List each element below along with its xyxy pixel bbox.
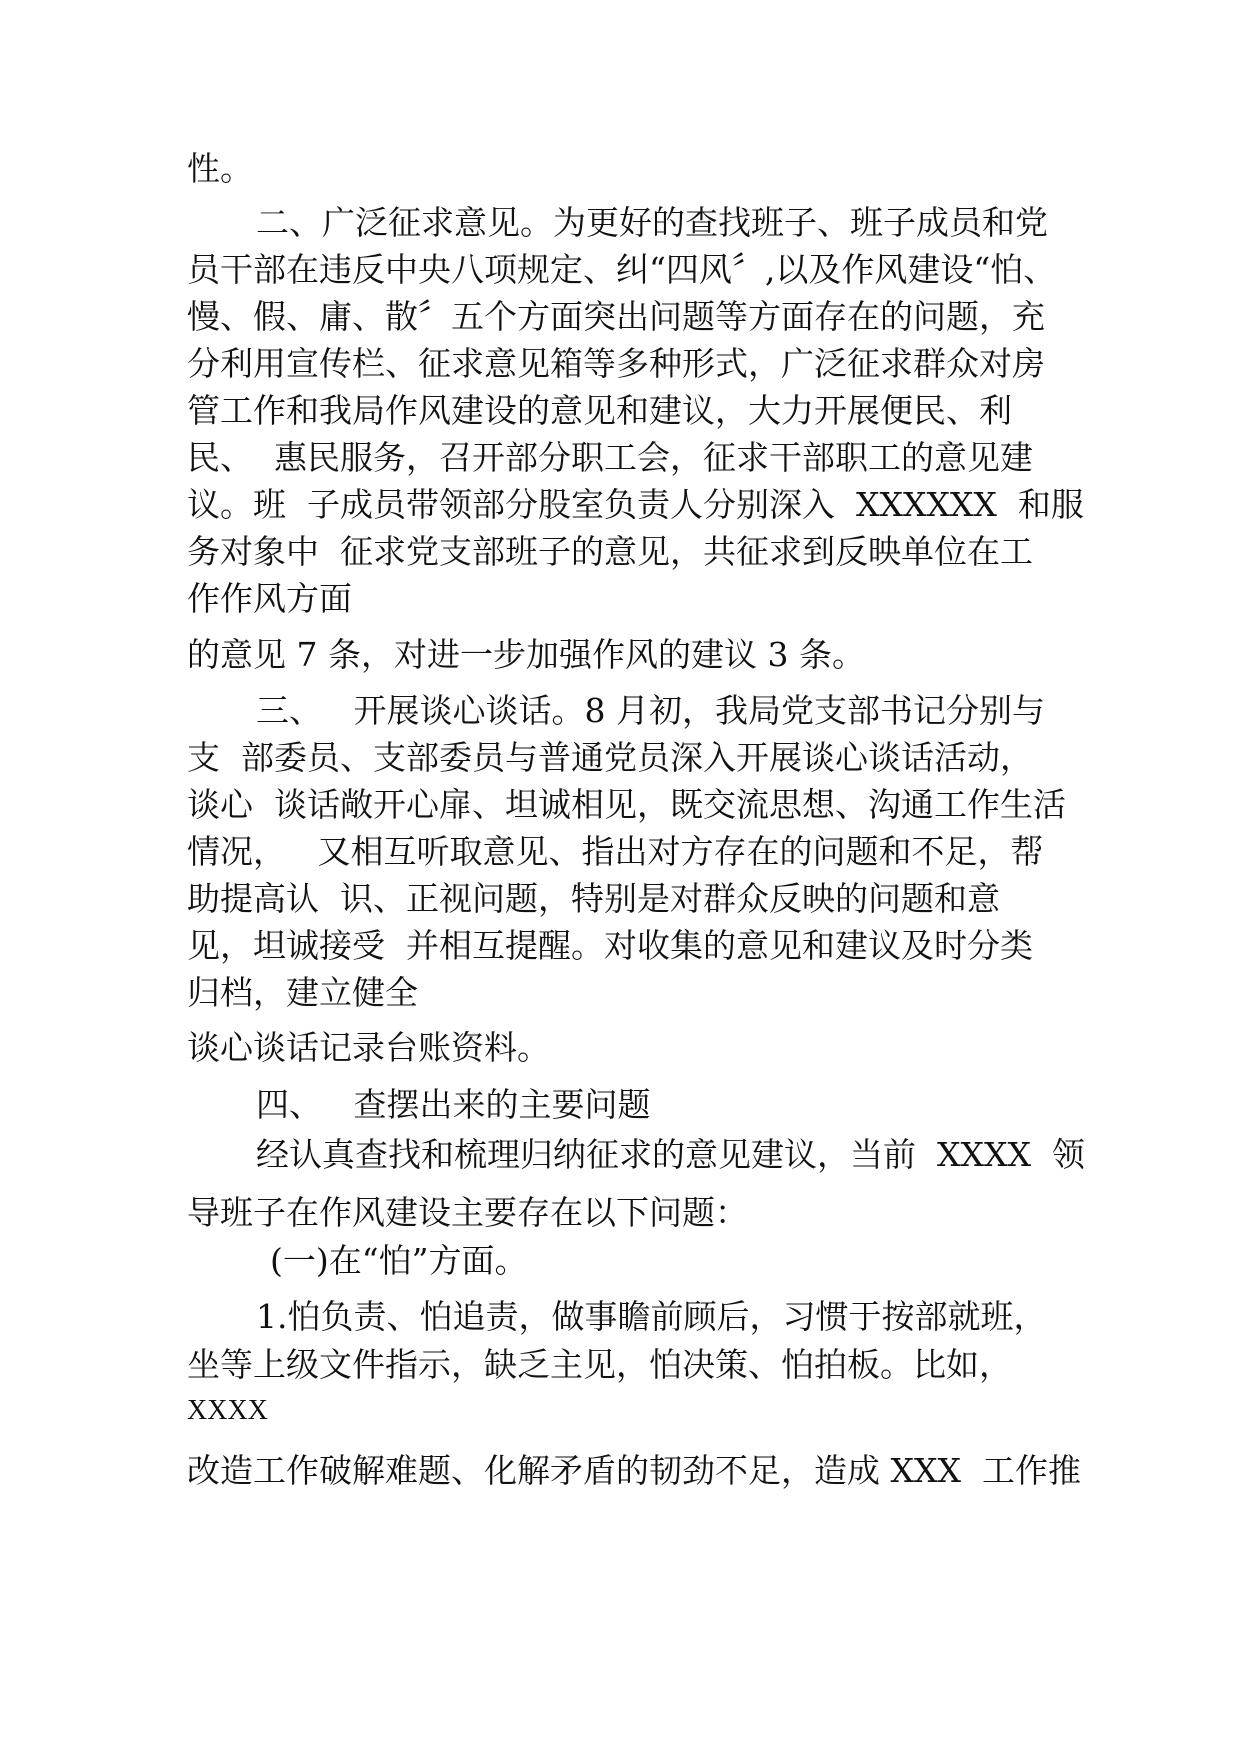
text-line: 支 部委员、支部委员与普通党员深入开展谈心谈话活动， <box>187 738 1033 777</box>
text-line: 坐等上级文件指示，缺乏主见，怕决策、怕拍板。比如， <box>187 1345 1012 1384</box>
placeholder-text-line: XXXX <box>187 1395 268 1426</box>
text-line: 慢、假、庸、散〞五个方面突出问题等方面存在的问题，充 <box>187 297 1045 336</box>
text-line: 见，坦诚接受 并相互提醒。对收集的意见和建议及时分类 <box>187 926 1033 965</box>
paragraph-heading-line: 三、 开展谈心谈话。8 月初，我局党支部书记分别与 <box>256 691 1045 730</box>
text-line: 员干部在违反中央八项规定、纠“四风〞,以及作风建设“怕、 <box>187 250 1057 289</box>
list-item-line: 1.怕负责、怕追责，做事瞻前顾后，习惯于按部就班， <box>256 1297 1047 1336</box>
text-line: 作作风方面 <box>187 579 352 618</box>
section-heading: 四、 查摆出来的主要问题 <box>256 1085 651 1124</box>
paragraph-line: 经认真查找和梳理归纳征求的意见建议，当前 XXXX 领 <box>256 1135 1085 1174</box>
paragraph-heading-line: 二、广泛征求意见。为更好的查找班子、班子成员和党 <box>256 203 1048 242</box>
text-line: 改造工作破解难题、化解矛盾的韧劲不足，造成 XXX 工作推 <box>187 1451 1081 1490</box>
text-line: 谈心谈话记录台账资料。 <box>187 1028 550 1067</box>
subsection-heading: (一)在“怕”方面。 <box>270 1241 528 1280</box>
text-line: 导班子在作风建设主要存在以下问题： <box>187 1193 748 1232</box>
text-line: 分利用宣传栏、征求意见箱等多种形式，广泛征求群众对房 <box>187 344 1045 383</box>
text-line: 性。 <box>187 149 253 188</box>
text-line: 议。班 子成员带领部分股室负责人分别深入 XXXXXX 和服 <box>187 485 1084 524</box>
text-line: 民、 惠民服务，召开部分职工会，征求干部职工的意见建 <box>187 438 1033 477</box>
text-line: 情况， 又相互听取意见、指出对方存在的问题和不足，帮 <box>187 832 1044 871</box>
text-line: 务对象中 征求党支部班子的意见，共征求到反映单位在工 <box>187 532 1033 571</box>
text-line: 助提高认 识、正视问题，特别是对群众反映的问题和意 <box>187 879 1000 918</box>
text-line: 谈心 谈话敞开心扉、坦诚相见，既交流思想、沟通工作生活 <box>187 785 1066 824</box>
text-line: 管工作和我局作风建设的意见和建议，大力开展便民、利 <box>187 391 1012 430</box>
text-line: 的意见 7 条，对进一步加强作风的建议 3 条。 <box>187 635 865 674</box>
text-line: 归档，建立健全 <box>187 973 418 1012</box>
